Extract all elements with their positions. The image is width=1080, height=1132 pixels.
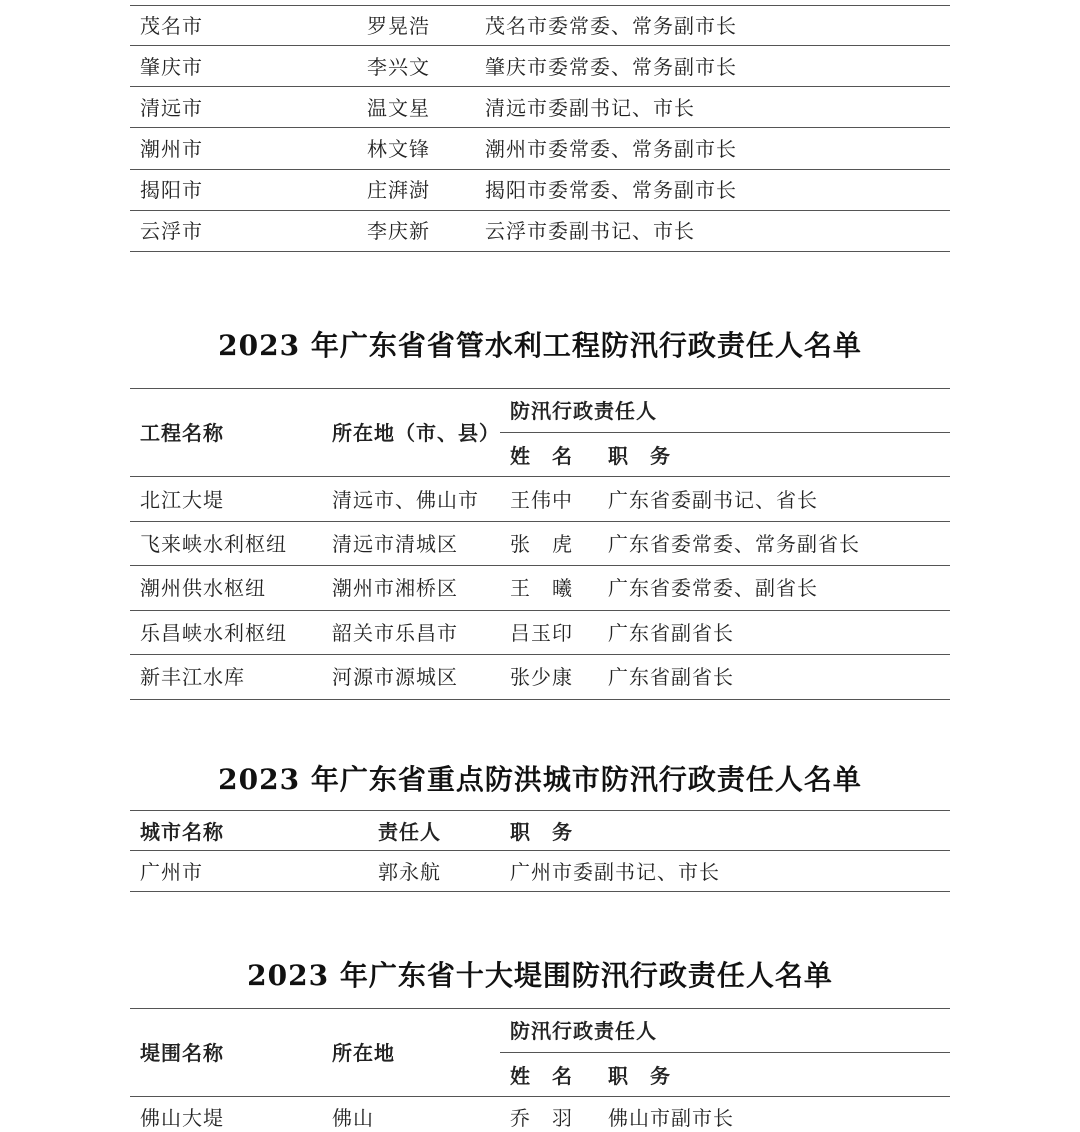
- header-bottom-rule: [130, 1096, 950, 1097]
- name-cell: 罗晃浩: [367, 14, 430, 38]
- water-projects-table: [130, 388, 950, 703]
- project-cell: 北江大堤: [140, 488, 224, 512]
- city-officials-table: [130, 0, 950, 260]
- name-cell: 王伟中: [510, 488, 573, 512]
- levee-cell: 佛山大堤: [140, 1106, 224, 1130]
- name-cell: 林文锋: [367, 137, 430, 161]
- location-cell: 韶关市乐昌市: [332, 621, 458, 645]
- table-top-rule: [130, 810, 950, 811]
- post-cell: 肇庆市委常委、常务副市长: [485, 55, 737, 79]
- water-projects-title: 2023 年广东省省管水利工程防汛行政责任人名单: [218, 329, 862, 362]
- row-divider: [130, 654, 950, 655]
- city-cell: 潮州市: [140, 137, 203, 161]
- location-cell: 潮州市湘桥区: [332, 576, 458, 600]
- table-top-rule: [130, 1008, 950, 1009]
- city-cell: 肇庆市: [140, 55, 203, 79]
- name-cell: 李庆新: [367, 219, 430, 243]
- project-cell: 潮州供水枢纽: [140, 576, 266, 600]
- project-cell: 乐昌峡水利枢纽: [140, 621, 287, 645]
- post-cell: 揭阳市委常委、常务副市长: [485, 178, 737, 202]
- levees-table: [130, 1008, 950, 1132]
- post-cell: 广东省副省长: [608, 621, 734, 645]
- post-cell: 广东省委副书记、省长: [608, 488, 818, 512]
- levees-title: 2023 年广东省十大堤围防汛行政责任人名单: [247, 959, 833, 992]
- name-cell: 张 虎: [510, 532, 573, 556]
- post-cell: 云浮市委副书记、市长: [485, 219, 695, 243]
- header-city: 城市名称: [140, 820, 224, 844]
- table-top-rule: [130, 388, 950, 389]
- post-cell: 潮州市委常委、常务副市长: [485, 137, 737, 161]
- name-cell: 张少康: [510, 665, 573, 689]
- post-cell: 广东省委常委、常务副省长: [608, 532, 860, 556]
- location-cell: 清远市清城区: [332, 532, 458, 556]
- header-person: 责任人: [378, 820, 441, 844]
- location-cell: 清远市、佛山市: [332, 488, 479, 512]
- row-divider: [130, 610, 950, 611]
- location-cell: 河源市源城区: [332, 665, 458, 689]
- header-bottom-rule: [130, 476, 950, 477]
- header-post: 职 务: [608, 1064, 671, 1088]
- flood-cities-table: [130, 810, 950, 895]
- row-divider: [130, 521, 950, 522]
- header-levee: 堤围名称: [140, 1041, 224, 1065]
- post-cell: 广州市委副书记、市长: [510, 860, 720, 884]
- name-cell: 吕玉印: [510, 621, 573, 645]
- row-divider: [130, 169, 950, 170]
- row-divider: [130, 251, 950, 252]
- row-divider: [130, 5, 950, 6]
- header-project: 工程名称: [140, 421, 224, 445]
- row-divider: [130, 86, 950, 87]
- location-cell: 佛山: [332, 1106, 374, 1130]
- name-cell: 乔 羽: [510, 1106, 573, 1130]
- post-cell: 佛山市副市长: [608, 1106, 734, 1130]
- city-cell: 广州市: [140, 860, 203, 884]
- city-cell: 茂名市: [140, 14, 203, 38]
- row-divider: [130, 45, 950, 46]
- flood-cities-title: 2023 年广东省重点防洪城市防汛行政责任人名单: [218, 763, 862, 796]
- header-location: 所在地（市、县）: [332, 421, 500, 445]
- header-responsible-group: 防汛行政责任人: [510, 399, 657, 423]
- row-divider: [130, 127, 950, 128]
- header-sub-divider: [500, 1052, 950, 1053]
- post-cell: 广东省副省长: [608, 665, 734, 689]
- project-cell: 飞来峡水利枢纽: [140, 532, 287, 556]
- header-name: 姓 名: [510, 444, 573, 468]
- row-divider: [130, 565, 950, 566]
- project-cell: 新丰江水库: [140, 665, 245, 689]
- post-cell: 茂名市委常委、常务副市长: [485, 14, 737, 38]
- name-cell: 李兴文: [367, 55, 430, 79]
- row-divider: [130, 210, 950, 211]
- header-post: 职 务: [510, 820, 573, 844]
- city-cell: 揭阳市: [140, 178, 203, 202]
- name-cell: 温文星: [367, 96, 430, 120]
- header-location: 所在地: [332, 1041, 395, 1065]
- header-name: 姓 名: [510, 1064, 573, 1088]
- header-bottom-rule: [130, 850, 950, 851]
- header-post: 职 务: [608, 444, 671, 468]
- name-cell: 王 曦: [510, 576, 573, 600]
- table-bottom-rule: [130, 891, 950, 892]
- city-cell: 云浮市: [140, 219, 203, 243]
- post-cell: 清远市委副书记、市长: [485, 96, 695, 120]
- city-cell: 清远市: [140, 96, 203, 120]
- post-cell: 广东省委常委、副省长: [608, 576, 818, 600]
- header-sub-divider: [500, 432, 950, 433]
- name-cell: 庄湃澍: [367, 178, 430, 202]
- person-cell: 郭永航: [378, 860, 441, 884]
- table-bottom-rule: [130, 699, 950, 700]
- header-responsible-group: 防汛行政责任人: [510, 1019, 657, 1043]
